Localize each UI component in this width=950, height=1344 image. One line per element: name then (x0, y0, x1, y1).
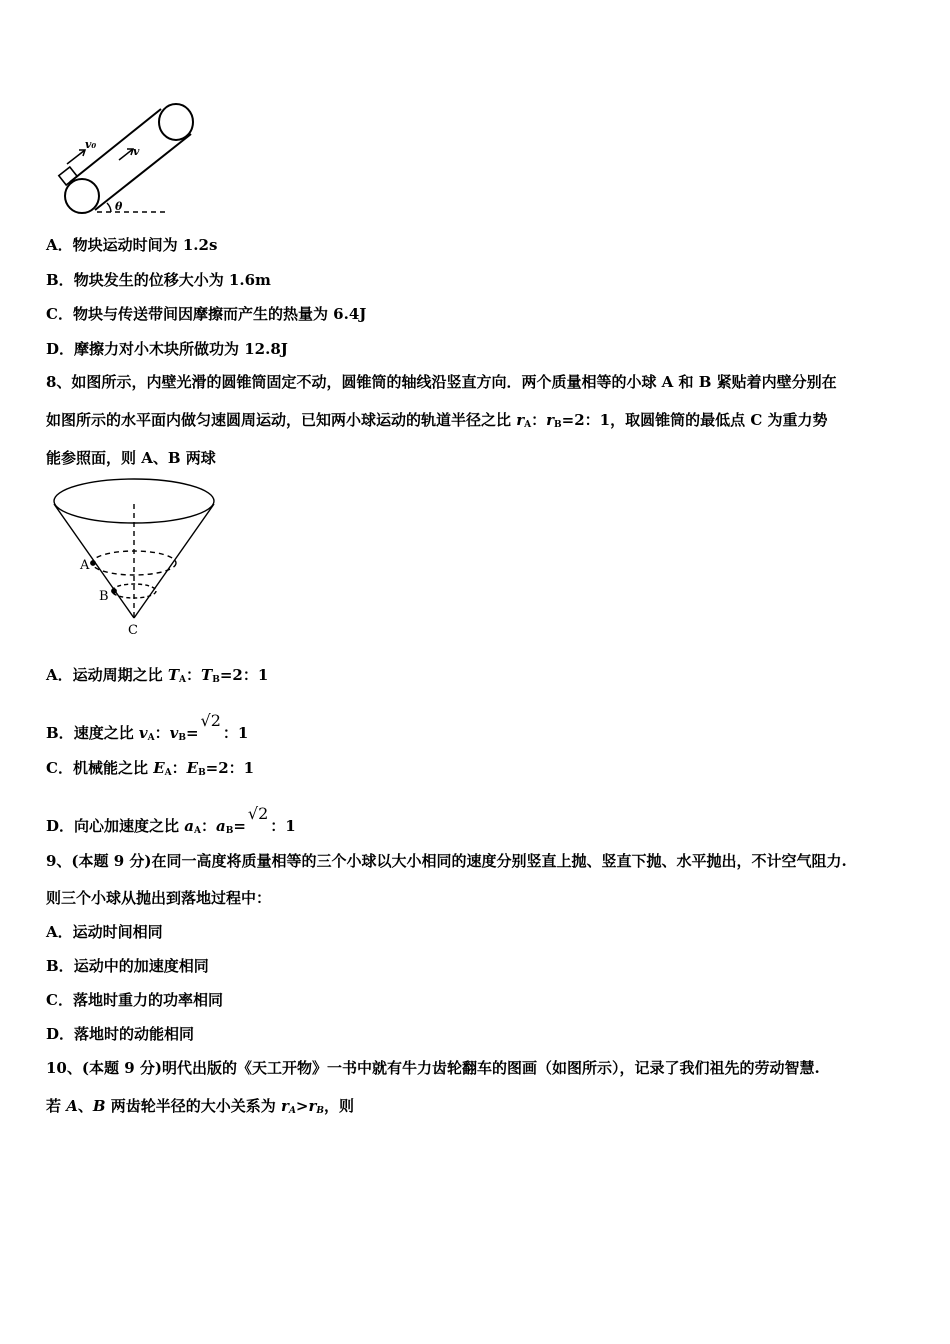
q10-gear-a: A (66, 1097, 78, 1115)
q10-stem-line1: 10、(本题 9 分)明代出版的《天工开物》一书中就有牛力齿轮翻车的图画（如图所示），记录了我们祖先的劳动智慧. (46, 1059, 820, 1077)
q8-option-d-var1: a (184, 817, 194, 835)
q9-option-a-text: 运动时间相同 (72, 923, 163, 941)
q10-gear-b: B (92, 1097, 106, 1115)
q7-option-a-text: 物块运动时间为 1.2s (72, 236, 218, 254)
q10-gt: > (295, 1097, 309, 1115)
q10-rb-var: r (308, 1097, 317, 1115)
q8-option-a (46, 665, 268, 690)
q7-option-b-key: B． (46, 271, 74, 289)
q7-option-c-text: 物块与传送带间因摩擦而产生的热量为 6.4J (72, 305, 367, 323)
cone-figure (48, 476, 223, 646)
q8-option-d-sqrt2: √2 (247, 804, 269, 823)
q8-stem-line3: 能参照面，则 A、B 两球 (46, 449, 216, 467)
q8-option-b-sqrt2: √2 (200, 711, 221, 730)
q8-option-d-sub2: B (225, 826, 234, 836)
q9-option-b-key: B． (46, 957, 74, 975)
q8-option-b-var2: v (169, 724, 179, 742)
q8-option-c-pre: 机械能之比 (72, 759, 154, 777)
q10-stem-line2-c: ，则 (324, 1097, 355, 1115)
q9-option-a (46, 922, 163, 942)
q8-option-c-sub1: A (164, 768, 172, 778)
label-b: B (99, 589, 109, 604)
q8-option-b-sub1: A (147, 733, 155, 743)
q8-option-d-pre: 向心加速度之比 (74, 817, 185, 835)
q8-option-d-colon: ： (200, 817, 216, 835)
q7-option-b-text: 物块发生的位移大小为 1.6m (73, 271, 271, 289)
q8-option-b-key: B． (46, 724, 74, 742)
q8-option-d-suffix: ：1 (270, 817, 296, 835)
q7-option-a-key: A． (46, 236, 73, 254)
q8-stem-line1: 8、如图所示，内壁光滑的圆锥筒固定不动，圆锥筒的轴线沿竖直方向．两个质量相等的小球 A 和 B 紧贴着内壁分别在 (46, 373, 837, 391)
q8-stem-line2 (46, 410, 827, 435)
q7-option-c-key: C． (46, 305, 73, 323)
q8-option-d (46, 804, 296, 841)
q8-rb-sub: B (554, 420, 562, 430)
label-theta: θ (115, 200, 123, 213)
q7-option-a (46, 235, 217, 255)
q8-stem-line2-a: 如图所示的水平面内做匀速圆周运动，已知两小球运动的轨道半径之比 (46, 411, 517, 429)
q9-option-c (46, 990, 223, 1010)
q9-option-b-text: 运动中的加速度相同 (73, 957, 209, 975)
q8-ratio-colon: ： (531, 411, 547, 429)
label-v: v (133, 145, 140, 158)
q8-ra-var: r (516, 411, 525, 429)
q8-option-b-pre: 速度之比 (73, 724, 139, 742)
q8-rb-var: r (546, 411, 555, 429)
q8-option-a-key: A． (46, 666, 73, 684)
q8-option-b-eq: = (185, 724, 199, 742)
q7-option-c (46, 304, 366, 324)
q8-option-b-var1: v (138, 724, 148, 742)
q8-option-c-sub2: B (198, 768, 206, 778)
q8-option-d-var2: a (215, 817, 226, 835)
conveyor-belt-drawing (59, 104, 193, 213)
q8-option-c-var1: E (153, 759, 165, 777)
q8-option-d-eq: = (233, 817, 246, 835)
q8-option-a-var2: T (201, 666, 213, 684)
q8-option-c-suffix: =2：1 (205, 759, 255, 777)
q10-rb-sub: B (316, 1106, 325, 1116)
q8-option-c-key: C． (46, 759, 73, 777)
q10-ra-sub: A (288, 1106, 296, 1116)
q8-option-a-sub2: B (212, 675, 220, 685)
q10-stem-line2-b: 两齿轮半径的大小关系为 (105, 1097, 282, 1115)
q8-option-a-suffix: =2：1 (219, 666, 269, 684)
q8-option-d-sub1: A (193, 826, 201, 836)
q8-option-b-colon: ： (154, 724, 170, 742)
q8-option-b-sub2: B (178, 733, 186, 743)
label-a: A (80, 558, 90, 573)
cone-drawing (54, 479, 214, 618)
q10-stem-line2 (46, 1096, 354, 1121)
q10-stem-line2-a: 若 (46, 1097, 67, 1115)
q8-option-d-key: D． (46, 817, 75, 835)
q7-option-d-text: 摩擦力对小木块所做功为 12.8J (74, 340, 288, 358)
q8-option-a-var1: T (167, 666, 180, 684)
q9-option-d-key: D． (46, 1025, 75, 1043)
q8-option-b (46, 711, 248, 748)
q8-stem-line2-b: =2：1，取圆锥筒的最低点 C 为重力势 (561, 411, 828, 429)
q8-option-c-colon: ： (171, 759, 187, 777)
q9-option-a-key: A． (46, 923, 73, 941)
q8-option-a-pre: 运动周期之比 (72, 666, 168, 684)
q7-option-b (46, 270, 271, 290)
conveyor-belt-figure (55, 100, 205, 220)
q9-option-d-text: 落地时的动能相同 (74, 1025, 195, 1043)
q10-sep: 、 (77, 1097, 93, 1115)
q8-option-b-suffix: ：1 (222, 724, 249, 742)
q9-option-c-key: C． (46, 991, 73, 1009)
q7-option-d-key: D． (46, 340, 75, 358)
q8-option-a-colon: ： (186, 666, 202, 684)
q7-option-d (46, 339, 288, 359)
q9-stem-line2: 则三个小球从抛出到落地过程中： (46, 889, 272, 907)
label-v0: v₀ (85, 138, 97, 151)
q9-option-b (46, 956, 209, 976)
q9-option-c-text: 落地时重力的功率相同 (72, 991, 223, 1009)
q8-option-c (46, 758, 254, 783)
q9-option-d (46, 1024, 194, 1044)
q10-ra-var: r (281, 1097, 289, 1115)
q8-ra-sub: A (524, 420, 532, 430)
q8-option-c-var2: E (186, 759, 199, 777)
label-c: C (128, 623, 138, 638)
q9-stem-line1: 9、(本题 9 分)在同一高度将质量相等的三个小球以大小相同的速度分别竖直上抛、竖直下抛、水平抛出，不计空气阻力. (46, 852, 847, 870)
q8-option-a-sub1: A (179, 675, 187, 685)
